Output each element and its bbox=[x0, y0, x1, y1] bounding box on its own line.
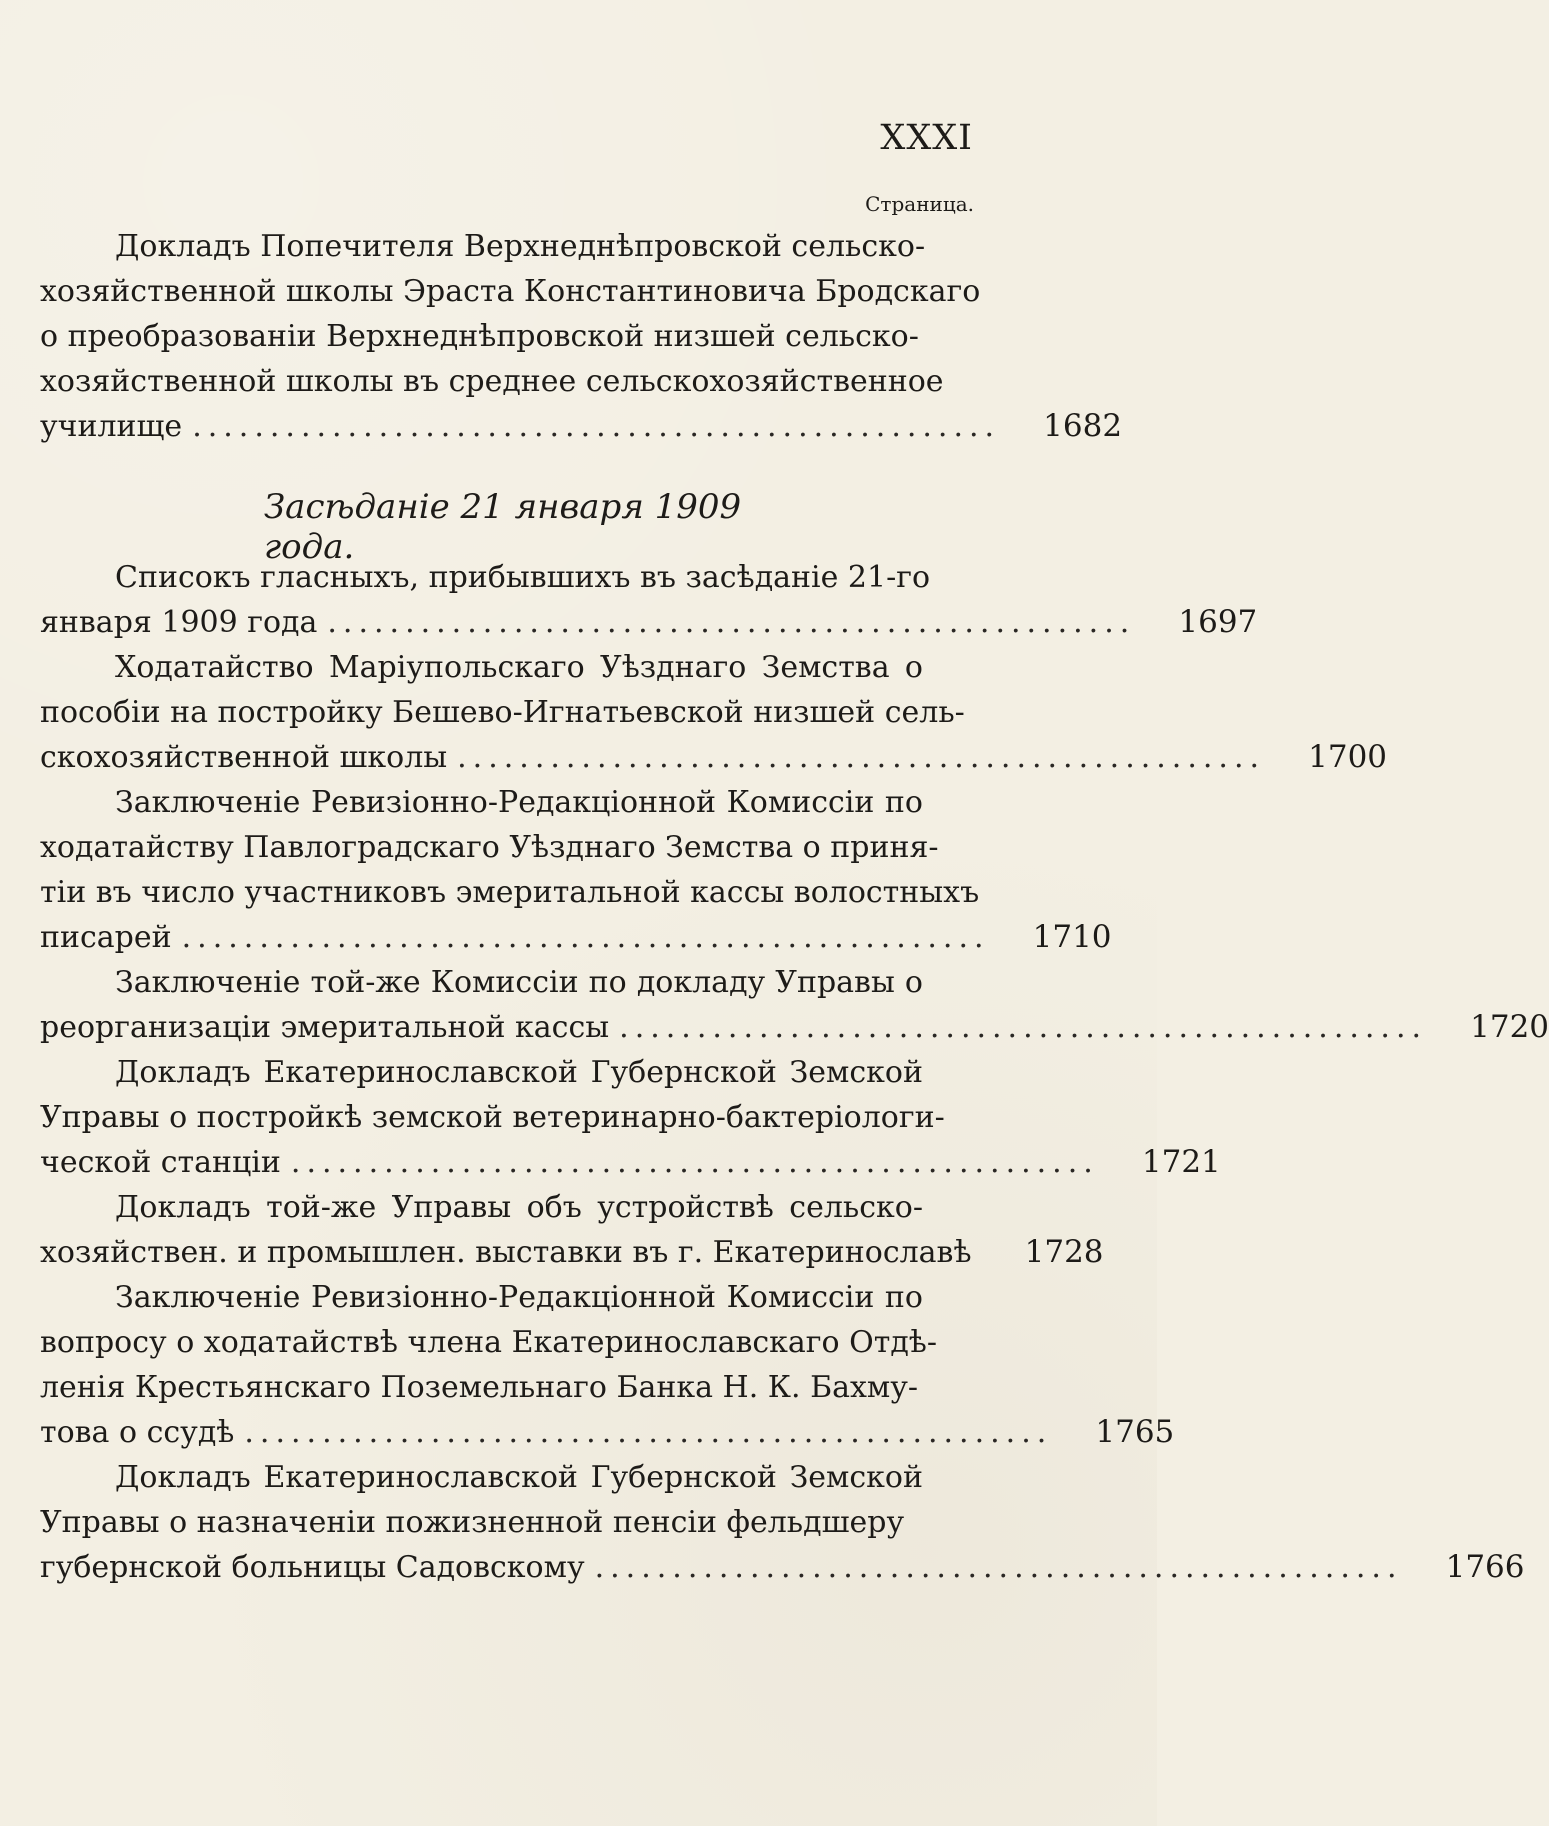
entry-line: писарей bbox=[40, 920, 172, 955]
entry-line: ческой станціи bbox=[40, 1145, 281, 1180]
entry-line: скохозяйственной школы bbox=[40, 740, 448, 775]
entry-last-line bbox=[40, 1230, 1104, 1275]
dot-leader: .................................................... bbox=[619, 1010, 1428, 1045]
entry-line: Списокъ гласныхъ, прибывшихъ въ засѣданіе 21-го bbox=[115, 560, 931, 595]
entry-line: Заключеніе той-же Комиссіи по докладу Управы о bbox=[115, 965, 923, 1000]
entry-line: ленія Крестьянскаго Поземельнаго Банка Н. К. Бахму- bbox=[40, 1370, 919, 1405]
entry-line: хозяйствен. и промышлен. выставки въ г. Екатеринославѣ bbox=[40, 1235, 972, 1270]
entry-page-number: 1697 bbox=[1178, 604, 1258, 640]
entry-line: губернской больницы Садовскому bbox=[40, 1550, 585, 1585]
entry-page-number: 1728 bbox=[1024, 1234, 1104, 1270]
entry-line: училище bbox=[40, 409, 183, 444]
dot-leader: .................................................... bbox=[181, 920, 990, 955]
entry-line: вопросу о ходатайствѣ члена Екатеринославскаго Отдѣ- bbox=[40, 1325, 938, 1360]
entry-line: о преобразованіи Верхнеднѣпровской низшей сельско- bbox=[40, 319, 919, 354]
entry-line: января 1909 года bbox=[40, 605, 318, 640]
toc-entry bbox=[40, 224, 1123, 449]
entry-line: Заключеніе Ревизіонно-Редакціонной Комиссіи по bbox=[115, 1280, 923, 1315]
entry-last-line bbox=[40, 404, 1123, 449]
entry-line: Докладъ Попечителя Верхнеднѣпровской сельско- bbox=[115, 229, 926, 264]
entry-page-number: 1720 bbox=[1470, 1009, 1549, 1045]
toc-entry bbox=[40, 555, 1258, 645]
entry-last-line bbox=[40, 735, 1388, 780]
entry-last-line bbox=[40, 1140, 1221, 1185]
entry-line: Ходатайство Маріупольскаго Уѣзднаго Земства о bbox=[115, 650, 923, 685]
dot-leader: .................................................... bbox=[244, 1415, 1053, 1450]
toc-entry bbox=[40, 780, 1112, 960]
entry-line: ходатайству Павлоградскаго Уѣзднаго Земства о приня- bbox=[40, 830, 939, 865]
entry-last-line bbox=[40, 600, 1258, 645]
entry-page-number: 1765 bbox=[1095, 1414, 1175, 1450]
entry-line: реорганизаціи эмеритальной кассы bbox=[40, 1010, 610, 1045]
entry-page-number: 1766 bbox=[1445, 1549, 1525, 1585]
entry-line: хозяйственной школы Эраста Константиновича Бродскаго bbox=[40, 274, 981, 309]
toc-entry bbox=[40, 1185, 1104, 1275]
dot-leader: .................................................... bbox=[457, 740, 1266, 775]
entry-line: хозяйственной школы въ среднее сельскохозяйственное bbox=[40, 364, 944, 399]
entry-page-number: 1682 bbox=[1043, 408, 1123, 444]
toc-entry bbox=[40, 1050, 1221, 1185]
entry-last-line bbox=[40, 1545, 1525, 1590]
entry-line: Докладъ Екатеринославской Губернской Земской bbox=[115, 1055, 923, 1090]
toc-entry bbox=[40, 1275, 1175, 1455]
entry-line: тіи въ число участниковъ эмеритальной кассы волостныхъ bbox=[40, 875, 980, 910]
dot-leader: .................................................... bbox=[594, 1550, 1403, 1585]
page-number: XXXI bbox=[880, 118, 973, 158]
entry-line: пособіи на постройку Бешево-Игнатьевской низшей сель- bbox=[40, 695, 965, 730]
entry-last-line bbox=[40, 915, 1112, 960]
dot-leader: .................................................... bbox=[192, 409, 1001, 444]
toc-entry bbox=[40, 645, 1388, 780]
dot-leader: .................................................... bbox=[327, 605, 1136, 640]
toc-entry bbox=[40, 960, 1549, 1050]
entry-page-number: 1710 bbox=[1032, 919, 1112, 955]
section-title: Засѣданіе 21 января 1909 года. bbox=[264, 487, 742, 567]
entry-line: Докладъ Екатеринославской Губернской Земской bbox=[115, 1460, 923, 1495]
entry-line: Управы о назначеніи пожизненной пенсіи фельдшеру bbox=[40, 1505, 905, 1540]
entry-line: Управы о постройкѣ земской ветеринарно-бактеріологи- bbox=[40, 1100, 945, 1135]
toc-entry bbox=[40, 1455, 1525, 1590]
entry-page-number: 1721 bbox=[1141, 1144, 1221, 1180]
entry-line: Докладъ той-же Управы объ устройствѣ сельско- bbox=[115, 1190, 923, 1225]
dot-leader: .................................................... bbox=[290, 1145, 1099, 1180]
page-column-heading: Страница. bbox=[865, 192, 974, 216]
entry-last-line bbox=[40, 1410, 1175, 1455]
entry-line: Заключеніе Ревизіонно-Редакціонной Комиссіи по bbox=[115, 785, 923, 820]
entry-last-line bbox=[40, 1005, 1549, 1050]
entry-page-number: 1700 bbox=[1308, 739, 1388, 775]
entry-line: това о ссудѣ bbox=[40, 1415, 235, 1450]
